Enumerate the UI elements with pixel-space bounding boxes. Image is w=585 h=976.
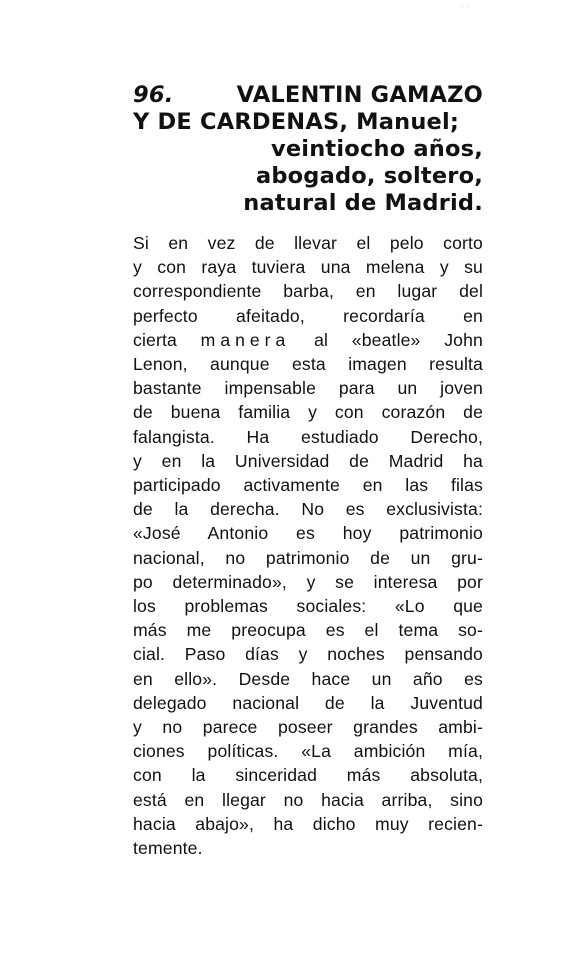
heading-line: abogado, soltero, [255, 163, 483, 189]
entry-number: 96. [133, 82, 174, 108]
body-line: y no parece poseer grandes ambi- [133, 717, 483, 738]
body-line: de buena familia y con corazón de [133, 402, 483, 423]
body-line: «José Antonio es hoy patrimonio [133, 523, 483, 544]
body-line [133, 328, 483, 352]
body-line: los problemas sociales: «Lo que [133, 596, 483, 617]
body-line: de la derecha. No es exclusivista: [133, 499, 483, 520]
body-line: po determinado», y se interesa por [133, 571, 483, 592]
body-word-spaced: manera [200, 329, 291, 350]
heading-line: veintiocho años, [270, 136, 483, 162]
body-line: correspondiente barba, en lugar del [133, 281, 483, 302]
body-line: Si en vez de llevar el pelo corto [133, 233, 483, 253]
body-line: hacia abajo», ha dicho muy recien- [133, 813, 483, 834]
body-line: perfecto afeitado, recordaría en [133, 305, 483, 326]
body-line: está en llegar no hacia arriba, sino [133, 789, 483, 810]
body-line: en ello». Desde hace un año es [133, 668, 483, 689]
heading-line: natural de Madrid. [243, 190, 483, 216]
body-line: más me preocupa es el tema so- [133, 620, 483, 641]
body-line: falangista. Ha estudiado Derecho, [133, 426, 483, 447]
entry-name-first-line: VALENTIN GAMAZO [236, 82, 483, 108]
body-line: participado activamente en las filas [133, 475, 483, 496]
body-word: al «beatle» John [314, 329, 483, 350]
body-line: nacional, no patrimonio de un gru- [133, 547, 483, 568]
body-line: y con raya tuviera una melena y su [133, 257, 483, 278]
scan-corner-mark: ·· [461, 2, 473, 11]
entry-body [133, 231, 483, 860]
biography-entry [133, 82, 483, 860]
body-line: Lenon, aunque esta imagen resulta [133, 354, 483, 375]
body-line: con la sinceridad más absoluta, [133, 765, 483, 786]
body-line: bastante impensable para un joven [133, 378, 483, 399]
body-line: y en la Universidad de Madrid ha [133, 450, 483, 471]
body-line: temente. [133, 838, 203, 859]
body-word: cierta [133, 329, 177, 350]
body-line: ciones políticas. «La ambición mía, [133, 741, 483, 762]
body-line: cial. Paso días y noches pensando [133, 644, 483, 665]
heading-line: Y DE CARDENAS, Manuel; [133, 109, 460, 135]
body-line: delegado nacional de la Juventud [133, 692, 483, 713]
heading-line [133, 82, 483, 109]
entry-heading [133, 82, 483, 217]
